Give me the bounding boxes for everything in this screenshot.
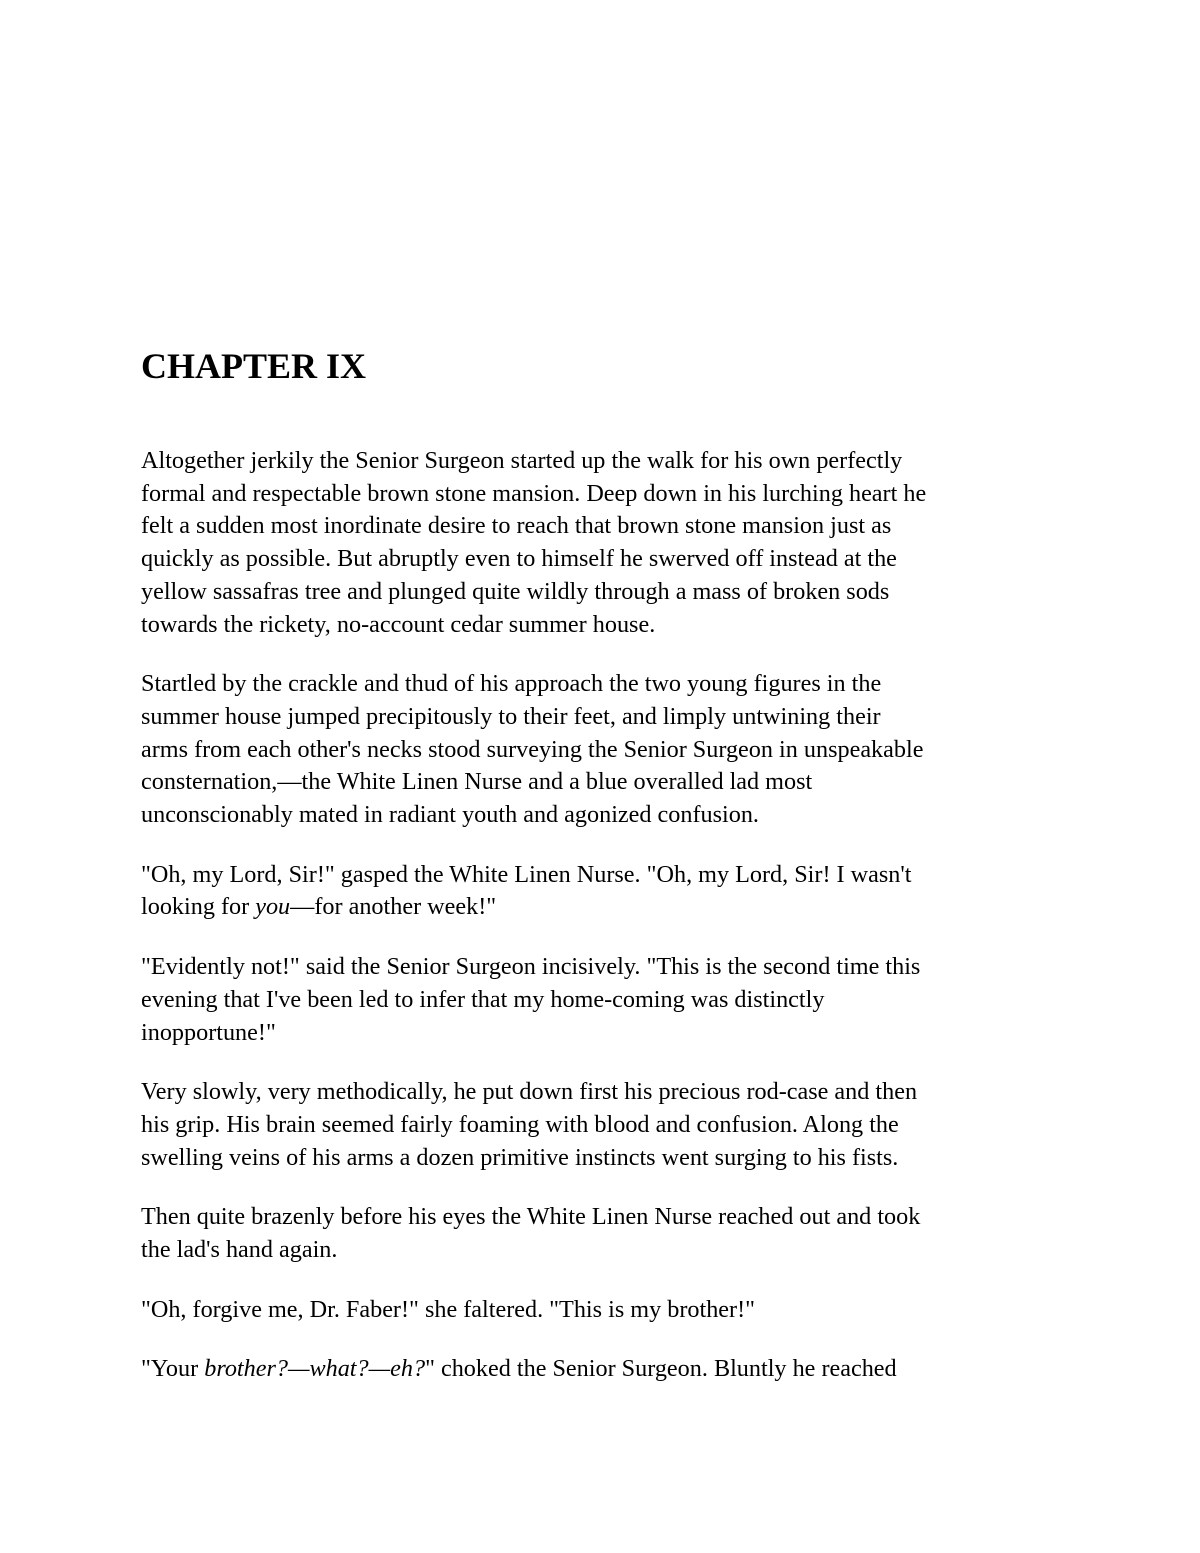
- italic-emphasis: brother?—what?—eh?: [204, 1355, 426, 1383]
- text-line: "Evidently not!" said the Senior Surgeon incisively. "This is the second time this: [141, 953, 921, 981]
- text-line: evening that I've been led to infer that my home-coming was distinctly: [141, 985, 825, 1013]
- text-line: formal and respectable brown stone mansion. Deep down in his lurching heart he: [141, 479, 927, 507]
- text-line: arms from each other's necks stood surveying the Senior Surgeon in unspeakable: [141, 735, 924, 763]
- text-fragment: looking for: [141, 893, 256, 921]
- text-line: summer house jumped precipitously to their feet, and limply untwining their: [141, 702, 881, 730]
- text-line: [141, 891, 1061, 924]
- paragraph-5: [141, 1076, 1061, 1174]
- text-line: his grip. His brain seemed fairly foaming with blood and confusion. Along the: [141, 1110, 899, 1138]
- paragraph-1: [141, 445, 1061, 641]
- text-line: Startled by the crackle and thud of his approach the two young figures in the: [141, 670, 882, 698]
- text-line: Very slowly, very methodically, he put down first his precious rod-case and then: [141, 1078, 918, 1106]
- chapter-title: CHAPTER IX: [141, 346, 367, 386]
- text-line: [141, 1353, 1061, 1386]
- paragraph-3: [141, 859, 1061, 924]
- text-line: inopportune!": [141, 1018, 276, 1046]
- text-line: felt a sudden most inordinate desire to reach that brown stone mansion just as: [141, 512, 892, 540]
- text-line: "Oh, forgive me, Dr. Faber!" she faltered. "This is my brother!": [141, 1295, 756, 1323]
- chapter-body: [141, 445, 1061, 1413]
- text-fragment: " choked the Senior Surgeon. Bluntly he reached: [425, 1355, 897, 1383]
- text-fragment: "Your: [141, 1355, 205, 1383]
- text-line: yellow sassafras tree and plunged quite wildly through a mass of broken sods: [141, 577, 890, 605]
- paragraph-7: [141, 1294, 1061, 1327]
- text-line: consternation,—the White Linen Nurse and a blue overalled lad most: [141, 768, 813, 796]
- text-line: the lad's hand again.: [141, 1236, 338, 1264]
- italic-emphasis: you: [255, 893, 291, 921]
- text-line: swelling veins of his arms a dozen primitive instincts went surging to his fists.: [141, 1143, 899, 1171]
- text-line: Altogether jerkily the Senior Surgeon started up the walk for his own perfectly: [141, 447, 903, 474]
- text-line: unconscionably mated in radiant youth and agonized confusion.: [141, 801, 759, 829]
- paragraph-2: [141, 668, 1061, 832]
- paragraph-6: [141, 1201, 1061, 1266]
- paragraph-8: [141, 1353, 1061, 1386]
- text-line: quickly as possible. But abruptly even to himself he swerved off instead at the: [141, 545, 897, 573]
- text-line: towards the rickety, no-account cedar summer house.: [141, 610, 656, 638]
- text-line: Then quite brazenly before his eyes the White Linen Nurse reached out and took: [141, 1203, 921, 1231]
- text-line: "Oh, my Lord, Sir!" gasped the White Linen Nurse. "Oh, my Lord, Sir! I wasn't: [141, 860, 912, 888]
- text-fragment: —for another week!": [290, 893, 497, 921]
- paragraph-4: [141, 951, 1061, 1049]
